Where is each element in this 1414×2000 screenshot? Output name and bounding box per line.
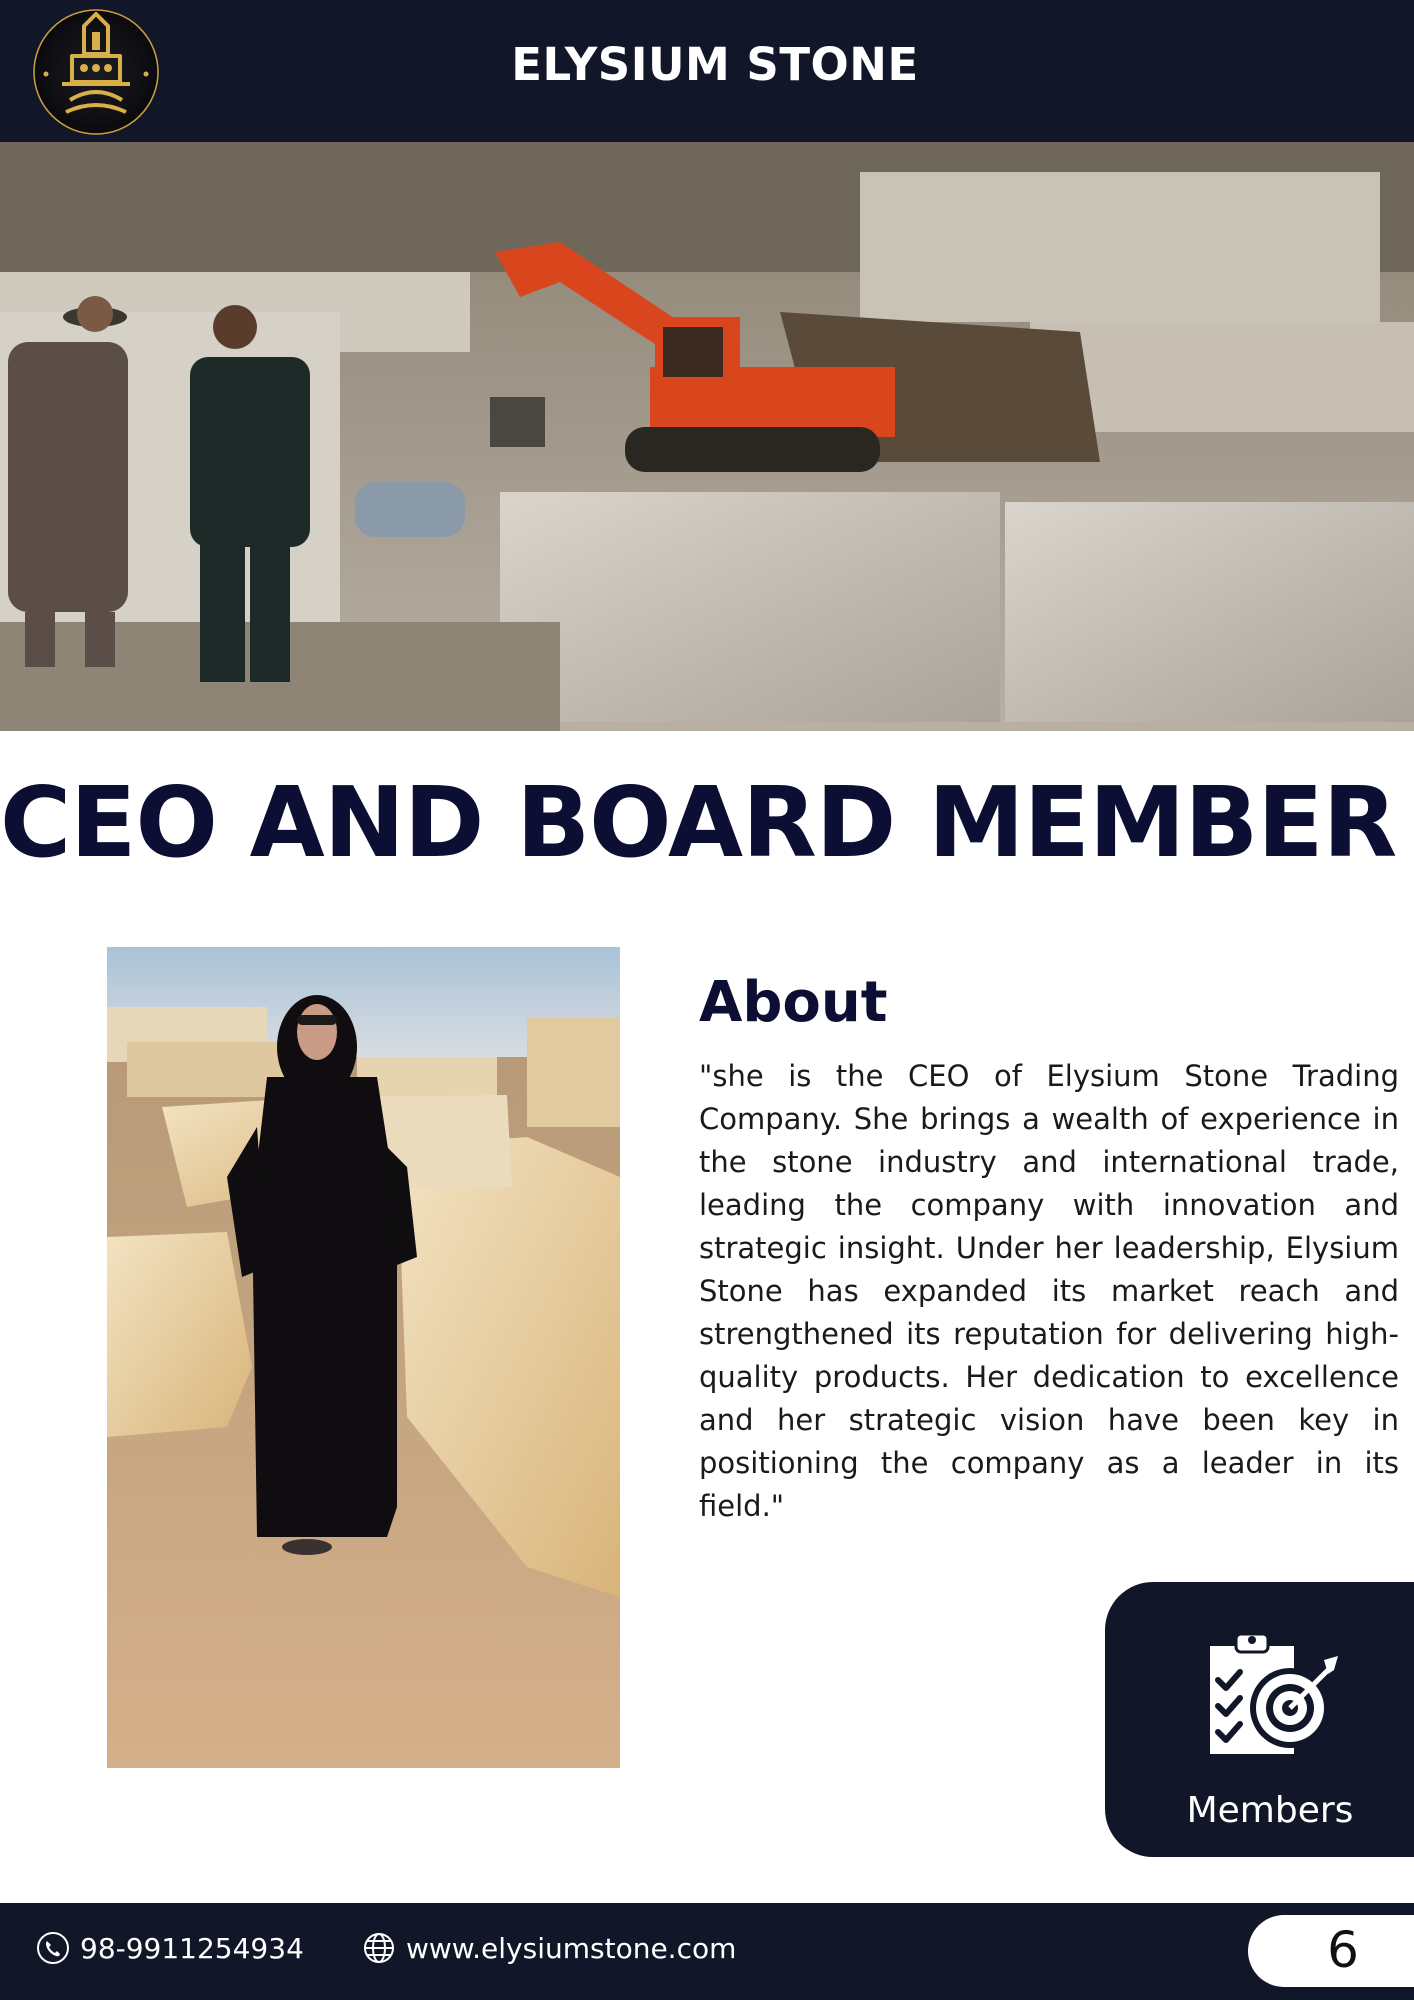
about-heading: About (699, 970, 888, 1035)
website-contact[interactable] (362, 1931, 736, 1965)
quarry-photo (0, 142, 1414, 731)
page-number: 6 (1327, 1921, 1359, 1979)
phone-contact[interactable] (36, 1931, 304, 1965)
phone-number: 98-9911254934 (80, 1931, 304, 1965)
brand-name: ELYSIUM STONE (511, 38, 919, 91)
clipboard-target-icon (1202, 1628, 1342, 1760)
members-label: Members (1186, 1790, 1354, 1831)
about-text: "she is the CEO of Elysium Stone Trading Company. She brings a wealth of experience in the stone industry and international trade, leading the company with innovation and strategic insight. Under her leadership, Elysium Stone has expanded its market reach and strengthened its reputation for delivering high-quality products. Her dedication to excellence and her strategic vision have been key in positioning the company as a leader in its field." (699, 1059, 1399, 1523)
members-card[interactable] (1105, 1582, 1414, 1857)
page-number-box (1248, 1915, 1414, 1987)
header (0, 0, 1414, 142)
footer (0, 1903, 1414, 2000)
page-title: CEO AND BOARD MEMBER (0, 766, 1397, 879)
globe-icon (362, 1931, 396, 1965)
phone-icon (36, 1931, 70, 1965)
ceo-portrait-photo (107, 947, 620, 1768)
website-url: www.elysiumstone.com (406, 1931, 737, 1965)
